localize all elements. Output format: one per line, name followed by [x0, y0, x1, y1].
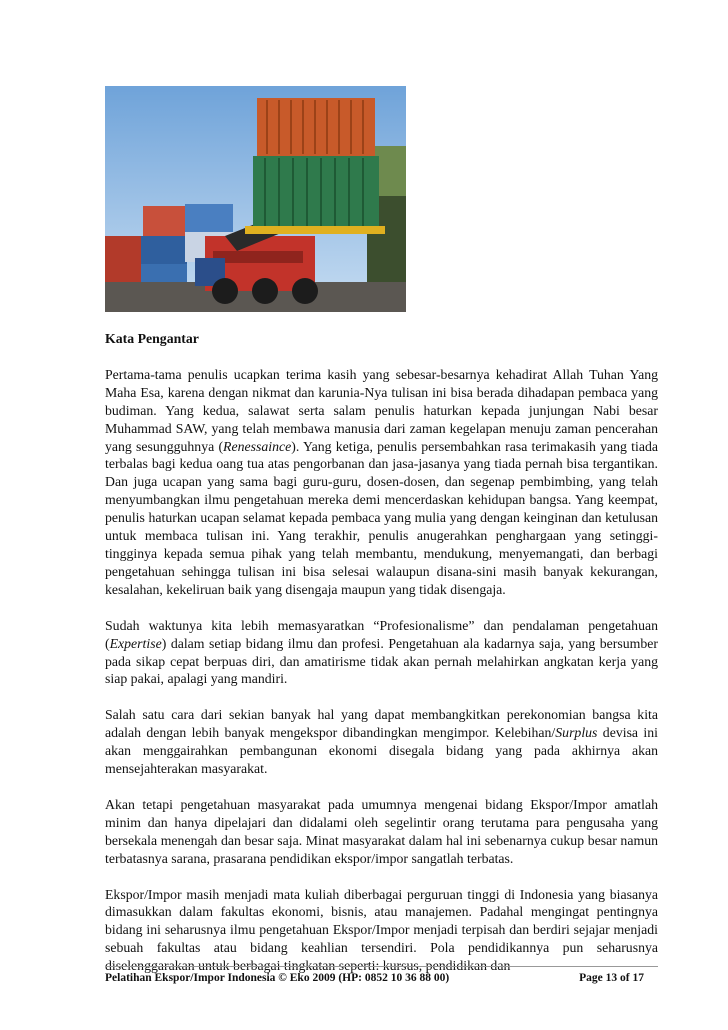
- shipping-containers-image: [105, 86, 406, 312]
- paragraph-text: devisa ini akan menggairahkan pembangunan ekonomi disegala bidang yang pada akhirnya akan mensejahterakan masyarakat.: [105, 725, 658, 777]
- footer-copyright: Pelatihan Ekspor/Impor Indonesia © Eko 2009 (HP: 0852 10 36 88 00): [105, 972, 450, 984]
- paragraph: [105, 796, 658, 868]
- container-photo: [105, 86, 406, 312]
- paragraph-text: Ekspor/Impor masih menjadi mata kuliah diberbagai perguruan tinggi di Indonesia yang biasanya dimasukkan dalam fakultas ekonomi, bisnis, atau manajemen. Padahal mengingat pentingnya bidang ini seharusnya ilmu pengetahuan Ekspor/Impor menjadi terpisah dan berdiri sejajar menjadi sebuah fakultas atau bidang keahlian tersendiri. Pola pendidikannya pun seharusnya diselenggarakan untuk berbagai tingkatan seperti: kursus, pendidikan dan: [105, 886, 658, 974]
- paragraph-text: Sudah waktunya kita lebih memasyaratkan “Profesionalisme” dan pendalaman pengetahuan (: [105, 617, 658, 651]
- paragraph: [105, 706, 658, 778]
- paragraph-text: Akan tetapi pengetahuan masyarakat pada umumnya mengenai bidang Ekspor/Impor amatlah minim dan hanya dipelajari dan didalami oleh segelintir orang terutama para pengusaha yang bersekala menengah dan besar saja. Minat masyarakat dalam hal ini sebenarnya cukup besar namun terbatasnya sarana, prasarana pendidikan ekspor/impor sangatlah terbatas.: [105, 796, 658, 866]
- paragraph: [105, 886, 658, 976]
- section-heading: Kata Pengantar: [105, 331, 199, 346]
- italic-term: Expertise: [109, 635, 162, 651]
- paragraph-text: Pertama-tama penulis ucapkan terima kasih yang sebesar-besarnya kehadirat Allah Tuhan Yang Maha Esa, karena dengan nikmat dan karunia-Nya tulisan ini bisa berada dihadapan pembaca yang budiman. Yang kedua, salawat serta salam penulis haturkan kepada junjungan Nabi besar Muhammad SAW, yang telah membawa manusia dari zaman kegelapan menuju zaman pencerahan yang sesungguhnya (: [105, 366, 658, 454]
- paragraph: [105, 617, 658, 689]
- paragraphs: [105, 366, 658, 975]
- paragraph-text: ). Yang ketiga, penulis persembahkan rasa terimakasih yang tiada terbalas bagi kedua oang tua atas pengorbanan dan jasa-jasanya yang tiada pernah bisa tergantikan. Dan juga ucapan yang sama bagi guru-guru, dosen-dosen, dan segenap pembimbing, yang telah menyumbangkan ilmu pengetahuan mereka demi mencerdaskan kehidupan bangsa. Yang keempat, penulis haturkan ucapan selamat kepada pembaca yang mulia yang dengan keinginan dan ketulusan untuk membaca tulisan ini. Yang terakhir, penulis anugerahkan penghargaan yang setinggi-tingginya kepada semua pihak yang telah membantu, mendukung, menyemangati, dan berbagi pengetahuan sehingga tulisan ini bisa selesai walaupun disana-sini masih banyak kekurangan, kesalahan, kekeliruan baik yang disengaja maupun yang tidak disengaja.: [105, 438, 658, 597]
- paragraph: [105, 366, 658, 599]
- footer-divider: [105, 966, 658, 967]
- paragraph-text: ) dalam setiap bidang ilmu dan profesi. Pengetahuan ala kadarnya saja, yang bersumber pada sikap cepat berpuas diri, dan amatirisme tidak akan pernah melahirkan angkatan kerja yang siap pakai, apalagi yang mandiri.: [105, 635, 658, 687]
- italic-term: Surplus: [555, 725, 598, 741]
- page-footer: [105, 972, 658, 984]
- paragraph-text: Salah satu cara dari sekian banyak hal yang dapat membangkitkan perekonomian bangsa kita adalah dengan lebih banyak mengekspor dibandingkan mengimpor. Kelebihan/: [105, 707, 658, 741]
- italic-term: Renessaince: [223, 438, 292, 454]
- page-number: Page 13 of 17: [579, 972, 644, 984]
- document-body: [105, 330, 658, 975]
